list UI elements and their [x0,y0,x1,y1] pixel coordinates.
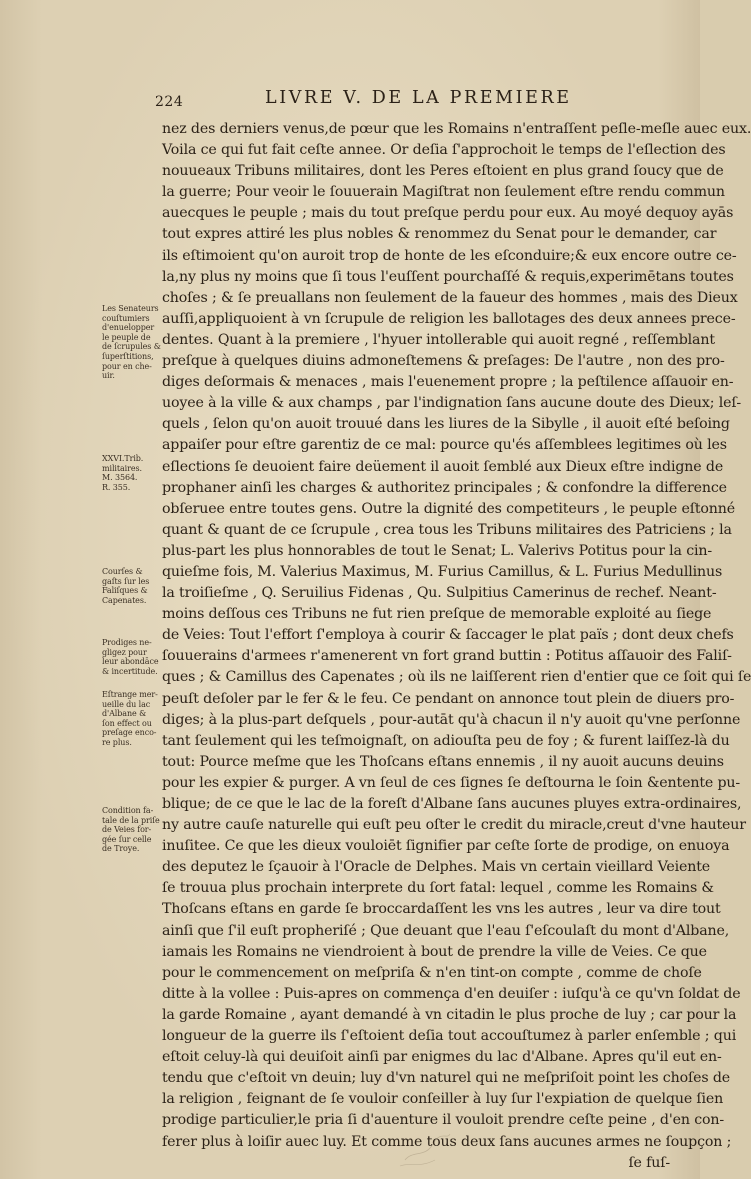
text-line: inuſitee. Ce que les dieux vouloiēt ſignifier par ceſte ſorte de prodige, on enuoya [162,838,730,855]
text-line: ny autre cauſe naturelle qui euſt peu oſter le credit du miracle,creut d'vne hauteur [162,817,746,834]
text-line: prophaner ainſi les charges & authoritez principales ; & confondre la difference [162,479,727,496]
text-line: blique; de ce que le lac de la foreſt d'Albane ſans aucunes pluyes extra-ordinaires, [162,796,742,812]
margin-note-line: Faliſques & [102,586,148,596]
text-line: ſouuerains d'armees r'amenerent vn fort grand buttin : Potitus aſſauoir des Faliſ- [162,648,732,665]
text-line: Thoſcans eſtans en garde ſe broccardaſſent les vns les autres , leur va dire tout [162,901,721,918]
text-line: eſlections ſe deuoient faire deüement il auoit ſemblé aux Dieux eſtre indigne de [162,458,724,475]
text-line: dentes. Quant à la premiere , l'hyuer intollerable qui auoit regné , reſſemblant [162,331,715,348]
text-line: des deputez le ſçauoir à l'Oracle de Delphes. Mais vn certain vieillard Veiente [162,859,711,876]
margin-note-line: ſon effect ou [102,718,152,728]
margin-note-line: de Veies for- [102,825,152,835]
text-line: appaiſer pour eſtre garentiz de ce mal: pource qu'és aſſemblees legitimes où les [162,437,727,454]
text-line: ferer plus à loiſir auec luy. Et comme tous deux ſans aucunes armes ne ſoupçon ; [162,1133,732,1150]
margin-note-line: gaſts ſur les [102,576,150,586]
margin-note-line: Capenates. [102,595,147,605]
main-text-block [162,119,751,1174]
text-line: la religion , feignant de ſe vouloir conſeiller à luy ſur l'expiation de quelque ſien [162,1091,724,1108]
text-line: ſe trouua plus prochain interprete du ſort fatal: lequel , comme les Romains & [162,880,714,897]
margin-note-line: Prodiges ne- [102,638,152,647]
text-line: plus-part les plus honnorables de tout le Senat; L. Valerivs Potitus pour la cin- [162,542,713,559]
text-line: pour les expier & purger. A vn ſeul de ces ſignes ſe deſtourna le ſoin &entente pu- [162,774,741,791]
margin-note-line: M. 3564. [102,473,138,483]
text-line: ſe fuſ- [628,1154,670,1171]
margin-note-line: XXVI.Trib. [102,454,144,463]
margin-note-lac-albane [102,690,160,748]
margin-note-line: de Troye. [102,844,140,854]
margin-note-line: d'Albane & [102,709,147,719]
margin-note-line: & incertitude. [102,666,158,676]
text-line: auſſi,appliquoient à vn ſcrupule de religion les ballotages des deux annees prece- [162,310,736,327]
margin-note-line: Les Senateurs [102,304,159,313]
margin-note-line: leur abondāce [102,657,159,667]
text-line: tout expres attiré les plus nobles & renommez du Senat pour le demander, car [162,226,717,243]
margin-note-line: preſage enco- [102,728,157,738]
text-line: iamais les Romains ne viendroient à bout de prendre la ville de Veies. Ce que [162,943,707,960]
margin-note-line: uir. [102,371,115,381]
text-line: la,ny plus ny moins que ſi tous l'euſſent pourchaſſé & requis,experimētans toutes [162,268,734,285]
text-line: quels , ſelon qu'on auoit trouué dans les liures de la Sibylle , il auoit eſté beſoing [162,416,730,433]
text-line: la guerre; Pour veoir le ſouuerain Magiſtrat non ſeulement eſtre rendu commun [162,184,725,201]
margin-note-line: militaires. [102,463,142,473]
margin-note-line: tale de la priſe [102,815,160,825]
text-line: quieſme fois, M. Valerius Maximus, M. Furius Camillus, & L. Furius Medullinus [162,563,723,580]
margin-note-condition-fatale [102,806,160,854]
text-line: tendu que c'eſtoit vn deuin; luy d'vn naturel qui ne meſpriſoit point les choſes de [162,1070,730,1087]
text-line: diges deſormais & menaces , mais l'euenement propre ; la peſtilence aſſauoir en- [162,374,734,391]
margin-note-line: ueille du lac [102,699,151,709]
margin-note-line: gligez pour [102,647,147,657]
margin-note-line: pour en che- [102,361,152,371]
text-line: ques ; & Camillus des Capenates ; où ils ne laiſſerent rien d'entier que ce ſoit qui ſe [162,669,751,686]
text-line: de Veies: Tout l'effort ſ'employa à courir & ſaccager le plat païs ; dont deux chefs [162,627,734,644]
page-number: 224 [155,94,184,110]
margin-note-line: couſtumiers [102,313,150,323]
text-line: prodige particulier,le pria ſi d'auenture il vouloit prendre ceſte peine , d'en con- [162,1112,725,1129]
text-line: la garde Romaine , ayant demandé à vn citadin le plus proche de luy ; car pour la [162,1006,737,1023]
text-line: nouueaux Tribuns militaires, dont les Peres eſtoient en plus grand ſoucy que de [162,163,724,180]
running-title: LIVRE V. DE LA PREMIERE [265,88,572,108]
text-line: peuſt deſoler par le fer & le feu. Ce pendant on annonce tout plein de diuers pro- [162,690,735,707]
margin-note-line: re plus. [102,737,132,747]
text-line: eſtoit celuy-là qui deuiſoit ainſi par enigmes du lac d'Albane. Apres qu'il eut en- [162,1049,722,1066]
margin-note-senateurs [102,304,160,381]
text-line: moins deſſous ces Tribuns ne fut rien preſque de memorable exploité au ſiege [162,606,712,623]
text-line: Voila ce qui fut fait ceſte annee. Or deſia ſ'approchoit le temps de l'eſlection des [162,142,726,159]
ink-bleed-mark [395,1130,455,1170]
margin-note-courses [102,567,160,605]
margin-note-prodiges [102,638,160,676]
text-line: choſes ; & ſe preuallans non ſeulement de la faueur des hommes , mais des Dieux [162,289,738,306]
text-line: quant & quant de ce ſcrupule , crea tous les Tribuns militaires des Patriciens ; la [162,521,732,538]
text-line: tant ſeulement qui les teſmoignaſt, on adiouſta peu de foy ; & furent laiſſez-là du [162,732,730,749]
text-line: pour le commencement on meſpriſa & n'en tint-on compte , comme de choſe [162,964,702,981]
text-line: ditte à la vollee : Puis-apres on commença d'en deuiſer : iuſqu'à ce qu'vn ſoldat de [162,985,741,1002]
margin-note-line: gée ſur celle [102,834,152,844]
text-line: preſque à quelques diuins admoneſtemens & preſages: De l'autre , non des pro- [162,353,725,370]
margin-note-tribuns [102,454,160,492]
text-line: obſeruee entre toutes gens. Outre la dignité des competiteurs , le peuple eſtonné [162,500,735,517]
margin-note-line: Courſes & [102,567,143,576]
text-line: longueur de la guerre ils ſ'eſtoient deſia tout accouſtumez à parler enſemble ; qui [162,1028,737,1045]
margin-note-line: Eſtrange mer- [102,690,158,699]
margin-note-line: ſuperſtitions, [102,351,154,361]
text-line: nez des derniers venus,de pœur que les Romains n'entraſſent peſle-meſle auec eux. [162,121,751,137]
margin-note-line: de ſcrupules & [102,342,161,352]
text-line: diges; à la plus-part deſquels , pour-autāt qu'à chacun il n'y auoit qu'vne perſonne [162,711,741,728]
text-line: ils eſtimoient qu'on auroit trop de honte de les eſconduire;& eux encore outre ce- [162,247,737,264]
text-line: la troiſieſme , Q. Seruilius Fidenas , Qu. Sulpitius Camerinus de rechef. Neant- [162,585,717,602]
text-line: ainſi que ſ'il euſt propheriſé ; Que deuant que l'eau ſ'eſcoulaſt du mont d'Albane, [162,922,730,939]
page-header [155,88,665,112]
margin-note-line: Condition fa- [102,806,154,815]
margin-note-line: R. 355. [102,482,131,492]
text-line: auecques le peuple ; mais du tout preſque perdu pour eux. Au moyé dequoy ayās [162,205,734,222]
margin-note-line: le peuple de [102,332,151,342]
text-line: uoyee à la ville & aux champs , par l'indignation ſans aucune doute des Dieux; leſ- [162,395,742,412]
margin-note-line: d'enuelopper [102,323,155,333]
text-line: tout: Pource meſme que les Thoſcans eſtans ennemis , il ny auoit aucuns deuins [162,753,724,770]
